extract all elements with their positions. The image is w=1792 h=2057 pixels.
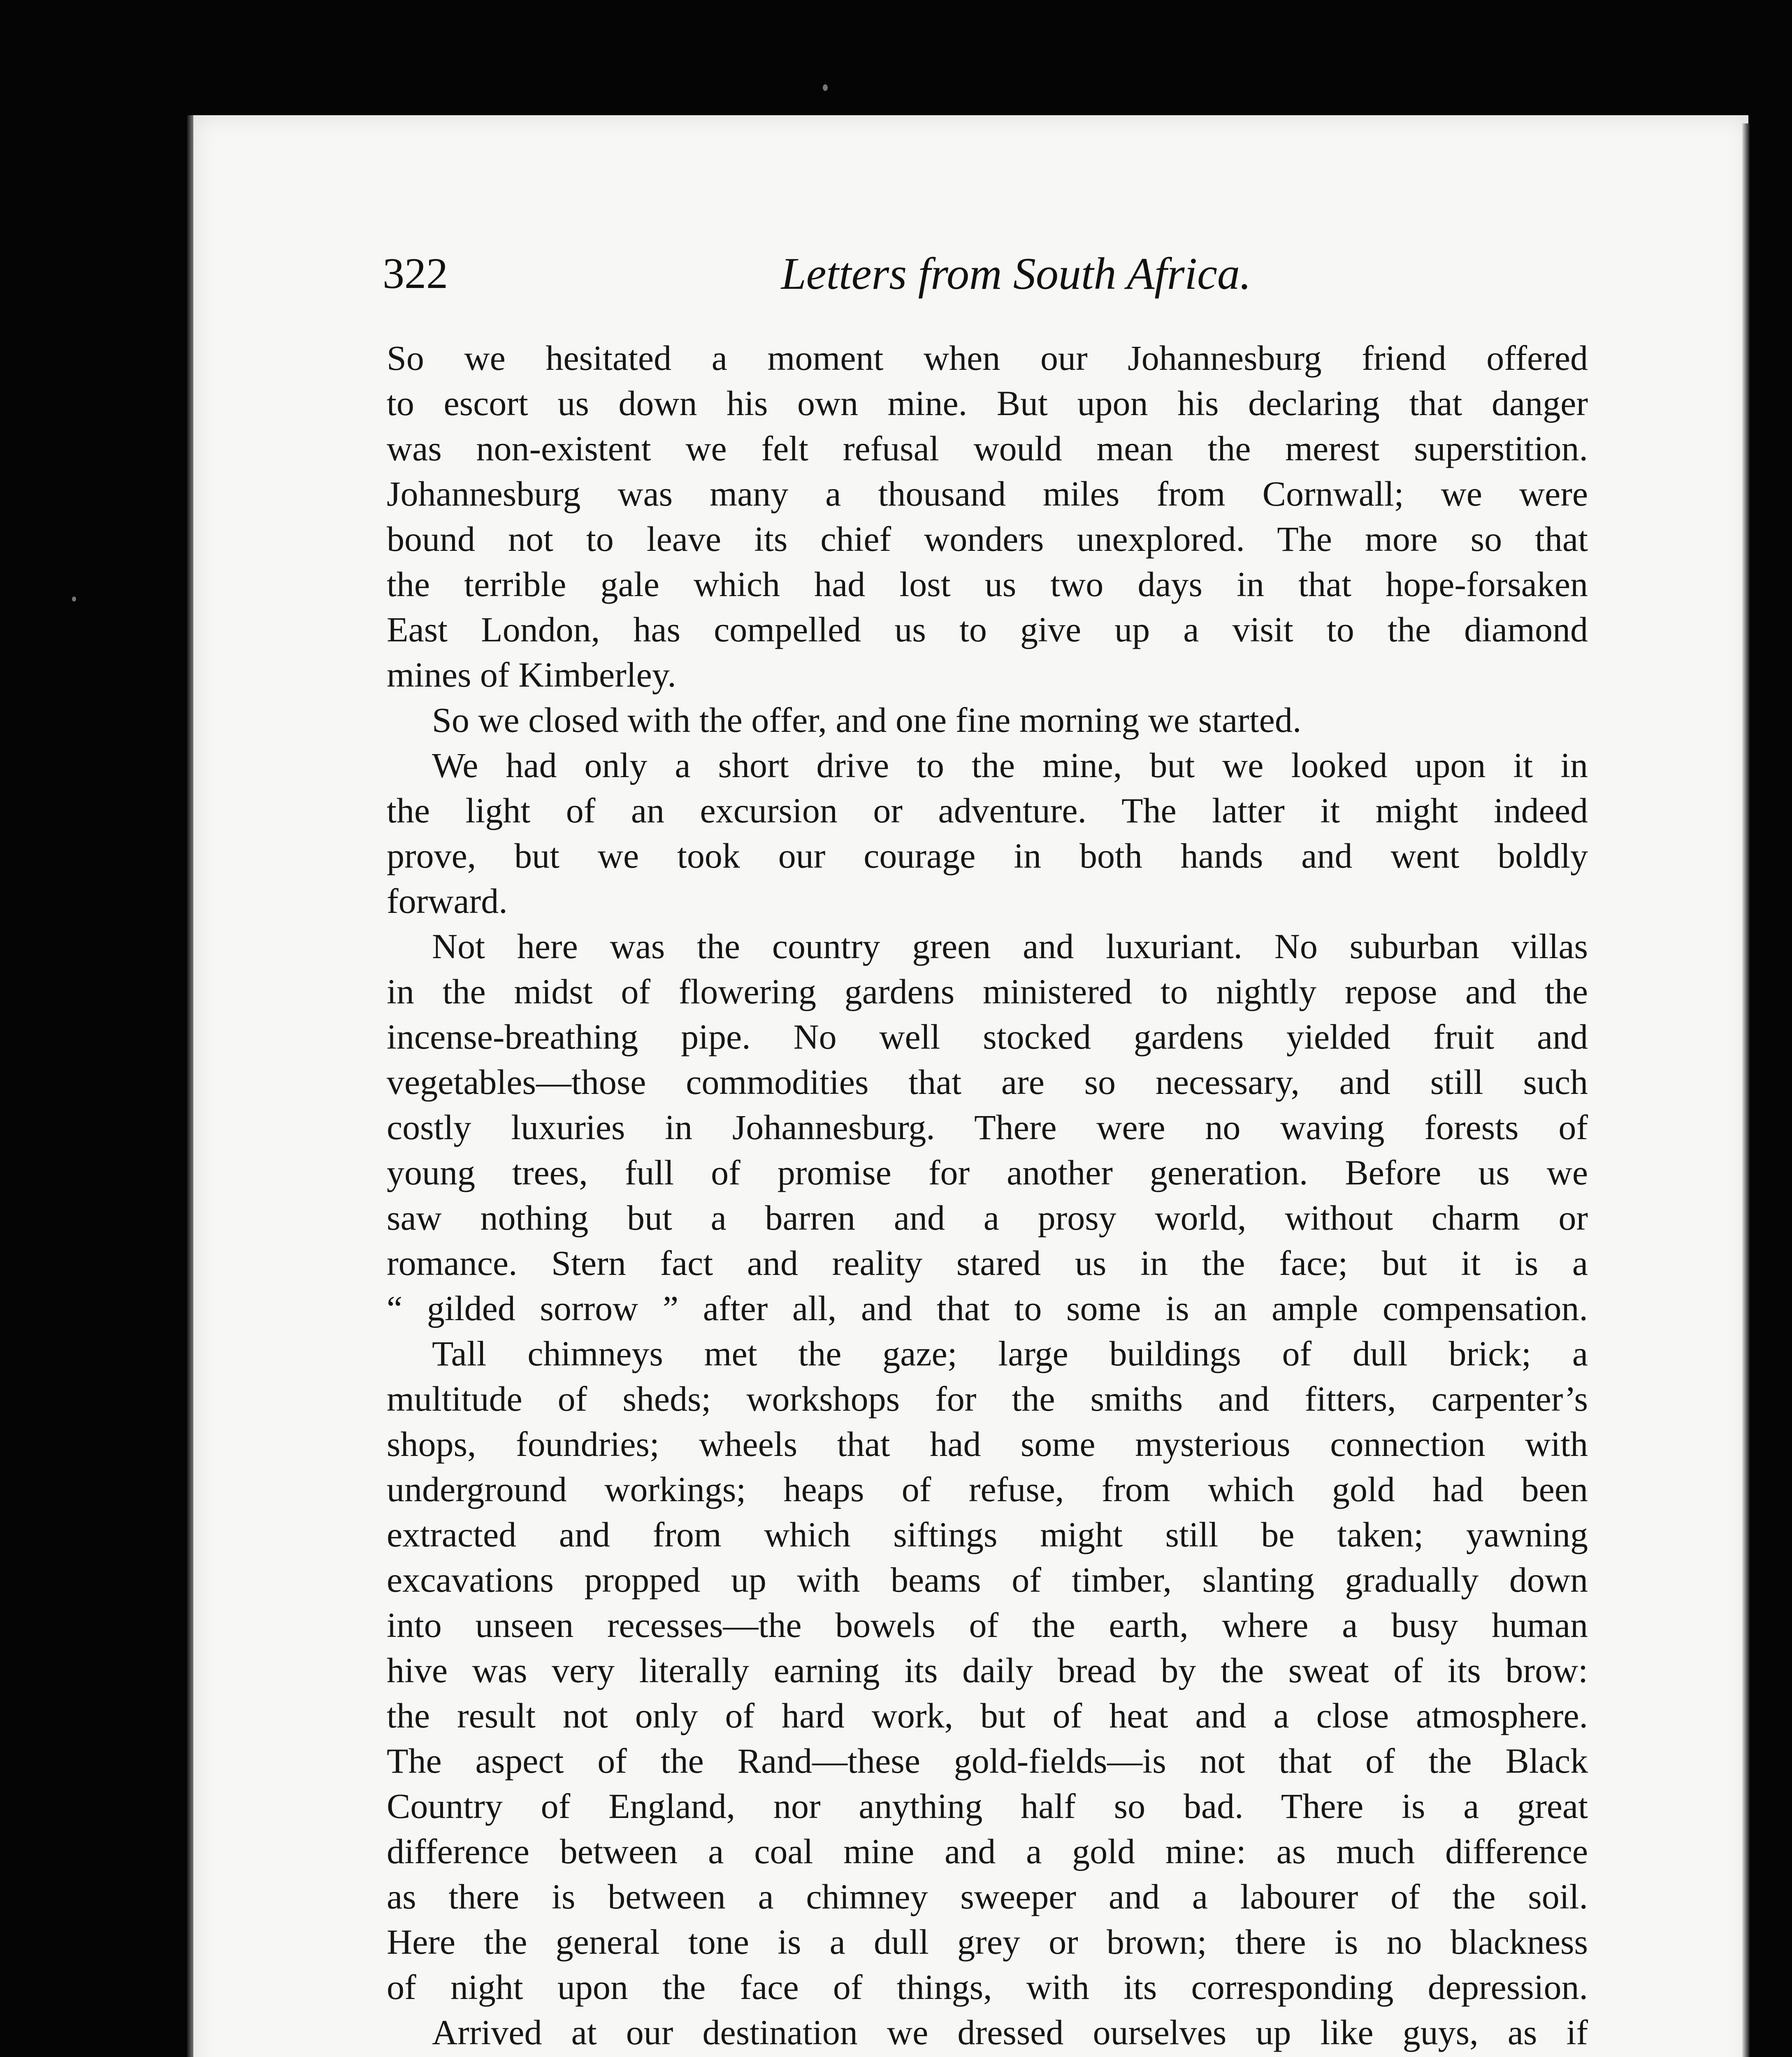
- text-line: of night upon the face of things, with its corresponding depression.: [387, 1967, 1588, 2007]
- text-line: the light of an excursion or adventure. The latter it might indeed: [387, 791, 1588, 830]
- text-line: in the midst of flowering gardens ministered to nightly repose and the: [387, 972, 1588, 1011]
- text-line: Arrived at our destination we dressed ourselves up like guys, as if: [432, 2013, 1588, 2052]
- text-line: East London, has compelled us to give up a visit to the diamond: [387, 610, 1588, 649]
- text-line: was non-existent we felt refusal would mean the merest superstition.: [387, 429, 1588, 468]
- dust-speck: [823, 84, 828, 91]
- text-line: So we closed with the offer, and one fine morning we started.: [432, 700, 1302, 740]
- text-line: forward.: [387, 881, 508, 921]
- text-line: the result not only of hard work, but of heat and a close atmosphere.: [387, 1696, 1588, 1735]
- text-line: Tall chimneys met the gaze; large buildings of dull brick; a: [432, 1334, 1588, 1373]
- page-number: 322: [383, 249, 448, 297]
- text-line: saw nothing but a barren and a prosy world, without charm or: [387, 1198, 1588, 1237]
- text-line: hive was very literally earning its daily bread by the sweat of its brow:: [387, 1651, 1588, 1690]
- text-line: “ gilded sorrow ” after all, and that to some is an ample compensation.: [387, 1289, 1588, 1328]
- text-line: the terrible gale which had lost us two days in that hope-forsaken: [387, 564, 1588, 604]
- text-line: young trees, full of promise for another generation. Before us we: [387, 1153, 1588, 1192]
- running-title: Letters from South Africa.: [781, 248, 1251, 299]
- text-line: Country of England, nor anything half so bad. There is a great: [387, 1786, 1588, 1826]
- text-line: romance. Stern fact and reality stared us in the face; but it is a: [387, 1243, 1588, 1283]
- text-line: vegetables—those commodities that are so necessary, and still such: [387, 1062, 1588, 1102]
- text-line: So we hesitated a moment when our Johannesburg friend offered: [387, 338, 1588, 378]
- text-line: bound not to leave its chief wonders unexplored. The more so that: [387, 519, 1588, 559]
- text-line: We had only a short drive to the mine, but we looked upon it in: [432, 745, 1588, 785]
- text-line: costly luxuries in Johannesburg. There were no waving forests of: [387, 1107, 1588, 1147]
- text-line: excavations propped up with beams of timber, slanting gradually down: [387, 1560, 1588, 1600]
- text-line: incense-breathing pipe. No well stocked gardens yielded fruit and: [387, 1017, 1588, 1056]
- text-line: Not here was the country green and luxuriant. No suburban villas: [432, 926, 1588, 966]
- text-line: underground workings; heaps of refuse, from which gold had been: [387, 1470, 1588, 1509]
- text-line: multitude of sheds; workshops for the smiths and fitters, carpenter’s: [387, 1379, 1588, 1419]
- text-line: difference between a coal mine and a gold mine: as much difference: [387, 1832, 1588, 1871]
- text-line: Here the general tone is a dull grey or brown; there is no blackness: [387, 1922, 1588, 1962]
- text-line: Johannesburg was many a thousand miles from Cornwall; we were: [387, 474, 1588, 513]
- running-head: [383, 245, 1600, 302]
- dust-speck: [72, 597, 76, 601]
- page-right-edge: [1742, 123, 1750, 2057]
- text-line: extracted and from which siftings might still be taken; yawning: [387, 1515, 1588, 1554]
- text-line: [387, 2055, 1588, 2057]
- body-text: [387, 335, 1588, 2057]
- text-line: The aspect of the Rand—these gold-fields—is not that of the Black: [387, 1741, 1588, 1781]
- text-line: shops, foundries; wheels that had some mysterious connection with: [387, 1424, 1588, 1464]
- text-line: to escort us down his own mine. But upon his declaring that danger: [387, 383, 1588, 423]
- text-line: into unseen recesses—the bowels of the earth, where a busy human: [387, 1605, 1588, 1645]
- text-line: mines of Kimberley.: [387, 655, 676, 694]
- text-line: as there is between a chimney sweeper and a labourer of the soil.: [387, 1877, 1588, 1916]
- text-line: prove, but we took our courage in both hands and went boldly: [387, 836, 1588, 875]
